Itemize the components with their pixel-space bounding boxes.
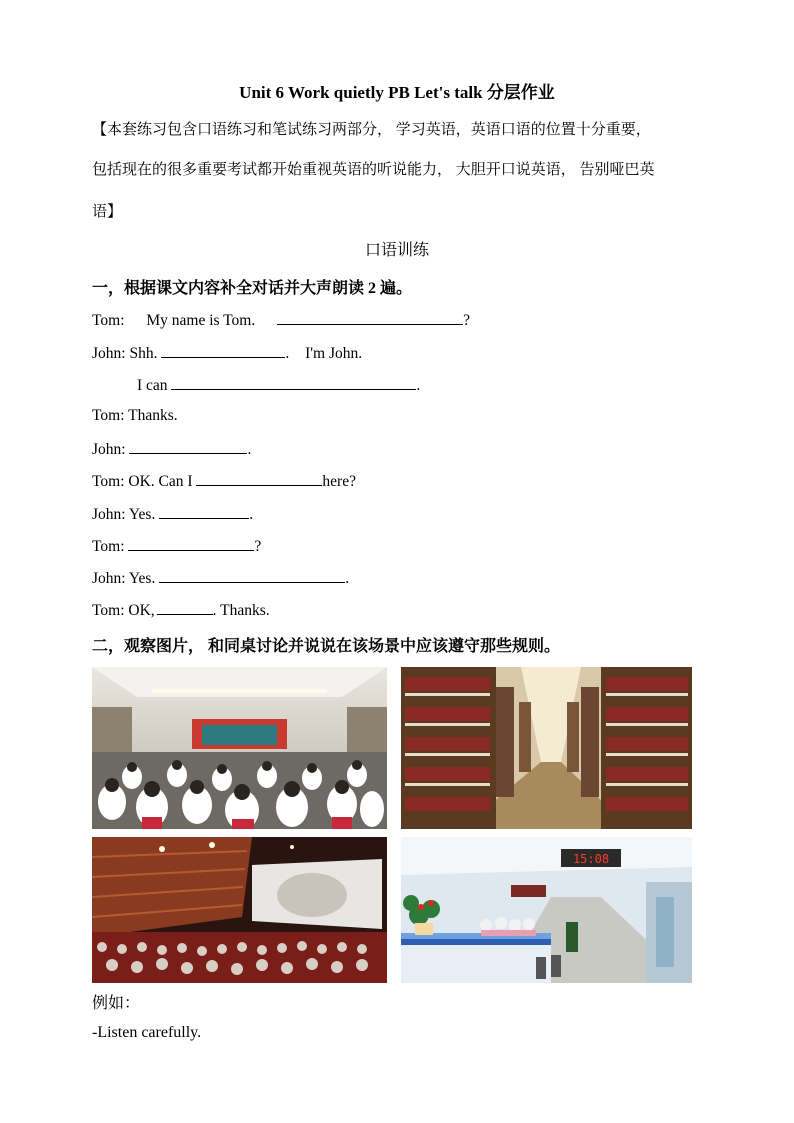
dialogue-line-7 [92,504,253,524]
dialogue-line-2 [92,343,362,363]
line-end: . [345,570,350,587]
line-text: Yes. [128,570,156,587]
speaker: Tom: [92,312,125,329]
question-2-title: 二，观察图片， 和同桌讨论并说说在该场景中应该遵守那些规则。 [92,638,561,655]
intro-line-3: 语】 [92,204,123,220]
dialogue-line-5 [92,439,251,459]
page-title: Unit 6 Work quietly PB Let's talk 分层作业 [239,83,555,102]
dialogue-line-9 [92,568,349,588]
line-text: Thanks. [128,407,178,424]
answer-blank[interactable] [128,536,254,551]
answer-blank[interactable] [159,504,249,519]
dialogue-line-3 [137,375,420,395]
answer-blank[interactable] [157,600,213,615]
line-text: OK. Can I [128,473,193,490]
speaker: Tom: [92,407,125,424]
answer-blank[interactable] [161,343,285,358]
clock-display: 15:08 [572,852,610,866]
speaker: John: [92,570,126,587]
line-end: . [247,441,252,458]
line-text: Yes. [128,506,156,523]
question-1-title: 一，根据课文内容补全对话并大声朗读 2 遍。 [92,280,413,297]
answer-blank[interactable] [277,310,463,325]
dialogue-line-8 [92,536,261,556]
speaker: Tom: [92,538,125,555]
answer-blank[interactable] [196,471,322,486]
line-end: . Thanks. [212,602,270,619]
speaker: John: [92,441,126,458]
intro-line-1: 【本套练习包含口语练习和笔试练习两部分， 学习英语，英语口语的位置十分重要， [92,122,651,138]
line-end: . [416,377,421,394]
line-end: ? [254,538,262,555]
intro-line-2: 包括现在的很多重要考试都开始重视英语的听说能力， 大胆开口说英语， 告别哑巴英 [92,162,655,178]
speaker: John: [92,506,126,523]
line-text: My name is Tom. [146,312,256,329]
classroom-photo [92,667,387,829]
line-text-extra: I'm John. [305,345,363,362]
example-label: 例如： [92,995,141,1012]
cinema-photo [92,837,387,983]
line-text: Shh. [129,345,158,362]
dialogue-line-6 [92,471,356,491]
dialogue-line-1 [92,310,470,330]
answer-blank[interactable] [129,439,247,454]
line-end: . [285,345,290,362]
hospital-photo [401,837,692,983]
dialogue-line-4 [92,407,178,425]
line-text: I can [137,377,168,394]
line-end: ? [463,312,470,329]
answer-blank[interactable] [159,568,345,583]
library-photo [401,667,692,829]
line-text: OK, [128,602,155,619]
speaker: Tom: [92,473,125,490]
section-title: 口语训练 [364,242,429,259]
dialogue-line-10 [92,600,270,620]
example-text: -Listen carefully. [92,1024,202,1041]
speaker: Tom: [92,602,125,619]
answer-blank[interactable] [171,375,416,390]
speaker: John: [92,345,126,362]
line-end: here? [322,473,356,490]
line-end: . [249,506,254,523]
